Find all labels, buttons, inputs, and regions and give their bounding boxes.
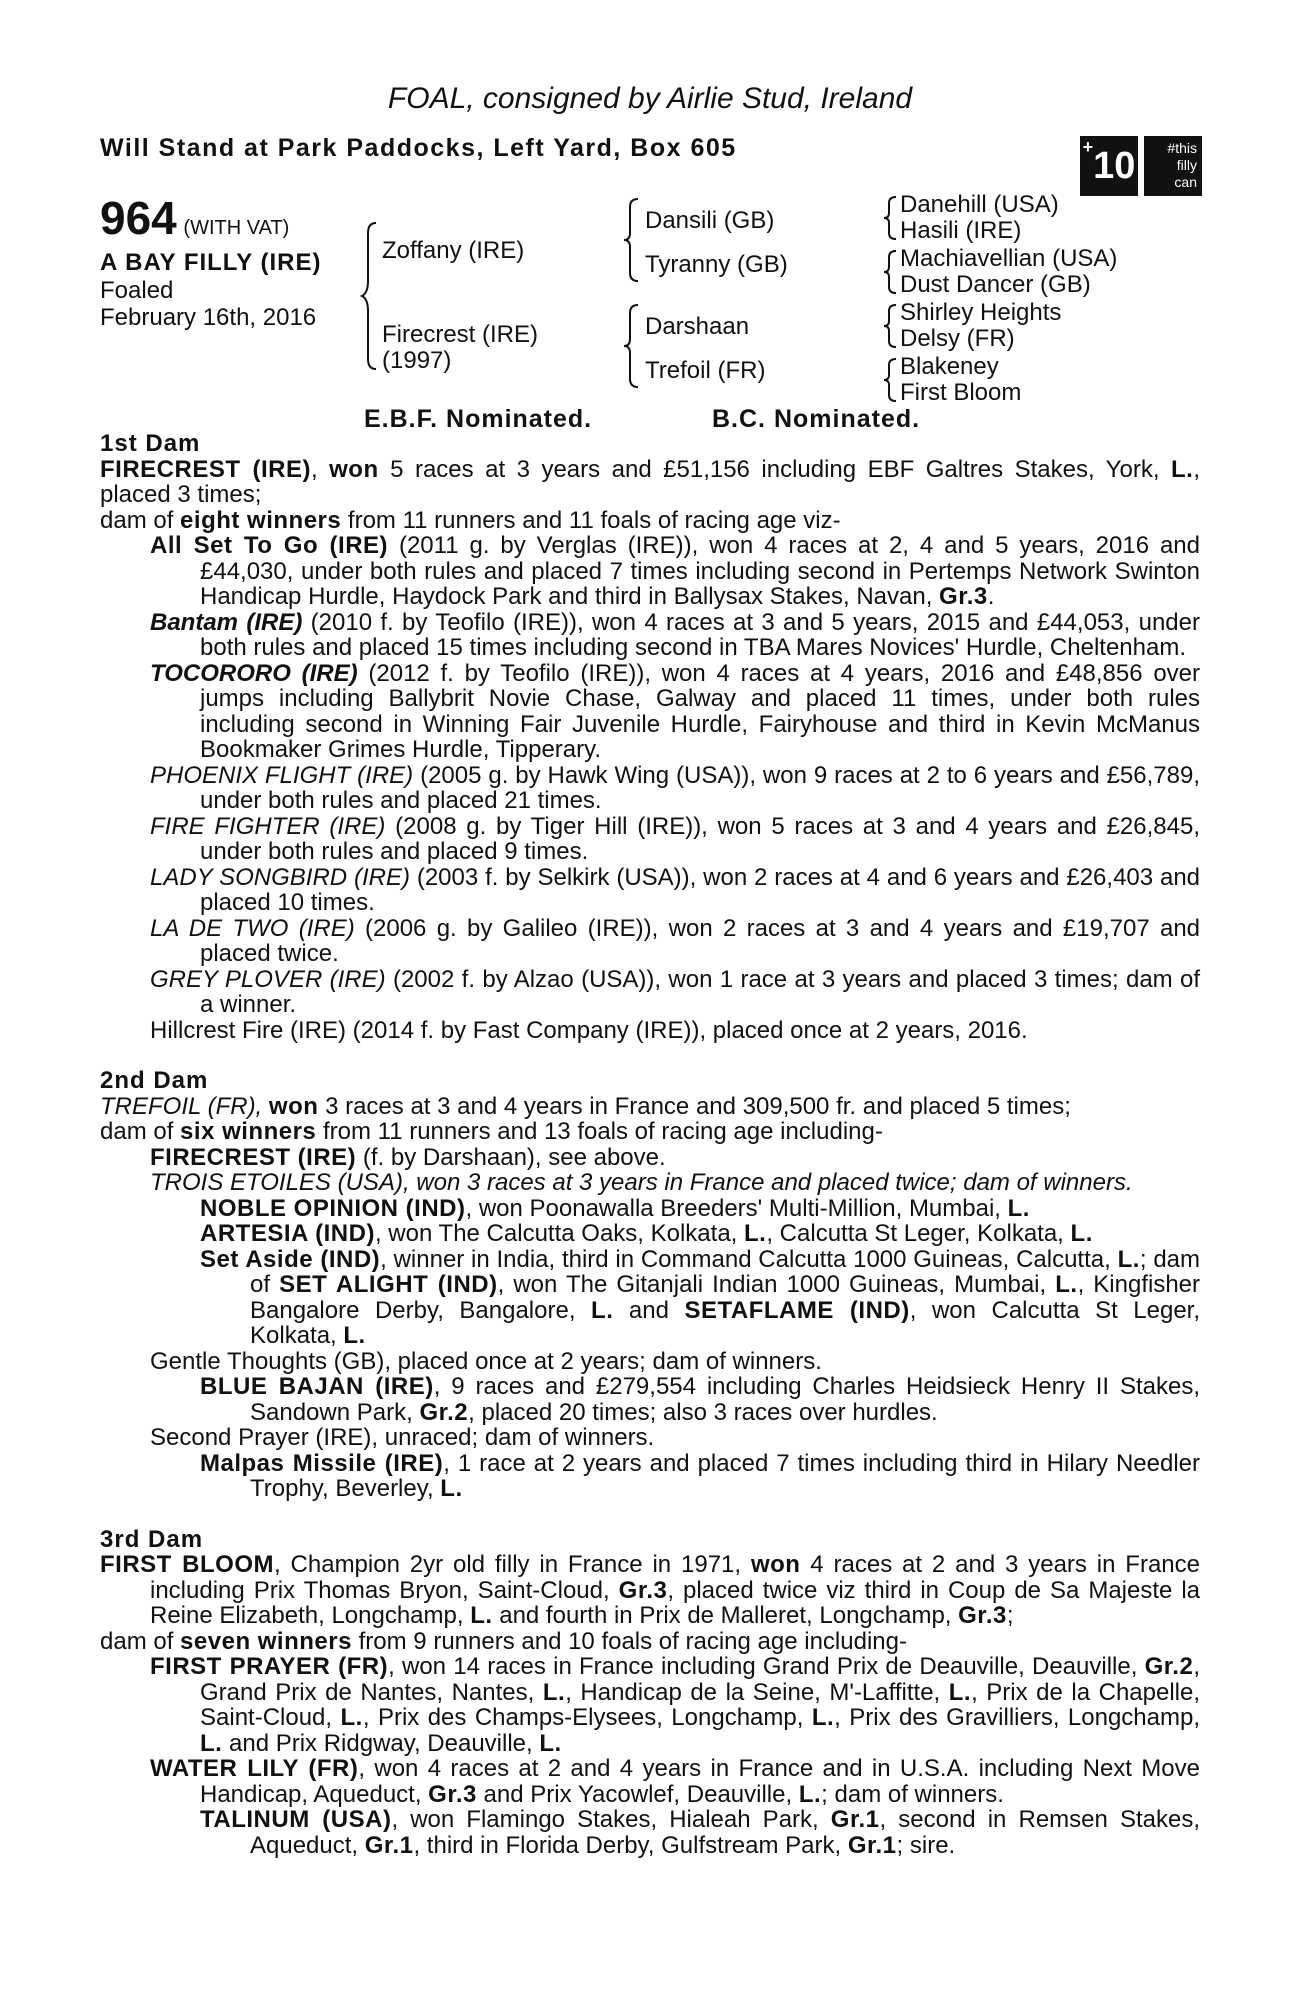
produce-entry: FIRECREST (IRE) (f. by Darshaan), see above. xyxy=(150,1143,666,1171)
bc-nominated: B.C. Nominated. xyxy=(712,405,921,433)
produce-entry: GREY PLOVER (IRE) (2002 f. by Alzao (USA)), won 1 race at 3 years and placed 3 times; dam of a winner. xyxy=(150,965,1201,1018)
grand-produce-entry: TALINUM (USA), won Flamingo Stakes, Hialeah Park, Gr.1, second in Remsen Stakes, Aqueduct, Gr.1, third in Florida Derby, Gulfstream Park, Gr.1; sire. xyxy=(200,1806,1200,1859)
grand-produce-entry: Set Aside (IND), winner in India, third in Command Calcutta 1000 Guineas, Calcutta, L.; dam of SET ALIGHT (IND), won The Gitanjali Indian 1000 Guineas, Mumbai, L., Kingfisher Bangalore Derby, Bangalore, L. and SETAFLAME (IND), won Calcutta St Leger, Kolkata, L. xyxy=(200,1245,1201,1349)
third-dam-produce-summary: dam of seven winners from 9 runners and 10 foals of racing age including- xyxy=(100,1627,907,1655)
catalogue-page xyxy=(100,82,1200,1858)
produce-entry: LA DE TWO (IRE) (2006 g. by Galileo (IRE)), won 2 races at 3 and 4 years and £19,707 and placed twice. xyxy=(150,914,1201,967)
grand-produce-entry: NOBLE OPINION (IND), won Poonawalla Breeders' Multi-Million, Mumbai, L. xyxy=(200,1194,1030,1222)
dam-dam: Trefoil (FR) xyxy=(645,357,766,384)
produce-entry: FIRST PRAYER (FR), won 14 races in France including Grand Prix de Deauville, Deauville, Gr.2, Grand Prix de Nantes, Nantes, L., Handicap de la Seine, M'-Laffitte, L., Prix de la Chapelle, Saint-Cloud, L., Prix des Champs-Elysees, Longchamp, L., Prix des Gravilliers, Longchamp, L. and Prix Ridgway, Deauville, L. xyxy=(150,1653,1201,1757)
brace-ds xyxy=(882,303,898,349)
grand-produce-entry: Malpas Missile (IRE), 1 race at 2 years and placed 7 times including third in Hilary Needler Trophy, Beverley, L. xyxy=(200,1449,1200,1502)
dam-sire: Darshaan xyxy=(645,313,750,340)
lot-name: A BAY FILLY (IRE) xyxy=(100,249,322,276)
third-dam-intro: FIRST BLOOM, Champion 2yr old filly in France in 1971, won 4 races at 2 and 3 years in France including Prix Thomas Bryon, Saint-Cloud, Gr.3, placed twice viz third in Coup de Sa Majeste la Reine Elizabeth, Longchamp, L. and fourth in Prix de Malleret, Longchamp, Gr.3; xyxy=(100,1551,1201,1629)
sire-sire: Dansili (GB) xyxy=(645,207,775,234)
produce-entry: TROIS ETOILES (USA), won 3 races at 3 years in France and placed twice; dam of winners. xyxy=(150,1169,1133,1196)
ebf-nominated: E.B.F. Nominated. xyxy=(364,405,593,433)
produce-entry: Second Prayer (IRE), unraced; dam of winners. xyxy=(150,1424,655,1451)
grand-produce-entry: BLUE BAJAN (IRE), 9 races and £279,554 including Charles Heidsieck Henry II Stakes, Sandown Park, Gr.2, placed 20 times; also 3 races over hurdles. xyxy=(200,1373,1200,1426)
produce-entry: LADY SONGBIRD (IRE) (2003 f. by Selkirk (USA)), won 2 races at 4 and 6 years and £26,403 and placed 10 times. xyxy=(150,863,1201,916)
sire-dam-dam: Dust Dancer (GB) xyxy=(900,271,1091,298)
produce-entry: Hillcrest Fire (IRE) (2014 f. by Fast Company (IRE)), placed once at 2 years, 2016. xyxy=(150,1016,1028,1044)
vat-note: (WITH VAT) xyxy=(183,217,290,239)
first-dam-heading: 1st Dam xyxy=(100,430,201,457)
produce-entry: PHOENIX FLIGHT (IRE) (2005 g. by Hawk Wing (USA)), won 9 races at 2 to 6 years and £56,789, under both rules and placed 21 times. xyxy=(150,761,1201,814)
sire-dam-brace xyxy=(360,221,380,371)
second-dam-produce-summary: dam of six winners from 11 runners and 13 foals of racing age including- xyxy=(100,1118,883,1145)
second-dam-intro: TREFOIL (FR), won 3 races at 3 and 4 years in France and 309,500 fr. and placed 5 times; xyxy=(100,1092,1071,1120)
dam: Firecrest (IRE) xyxy=(382,321,538,348)
dam-year: (1997) xyxy=(382,347,452,374)
grand-produce-entry: ARTESIA (IND), won The Calcutta Oaks, Kolkata, L., Calcutta St Leger, Kolkata, L. xyxy=(200,1220,1093,1247)
lot-number-line xyxy=(100,191,289,245)
brace-dd xyxy=(882,357,898,403)
dam-dam-dam: First Bloom xyxy=(900,379,1022,406)
third-dam-heading: 3rd Dam xyxy=(100,1525,204,1553)
dam-sire-dam: Delsy (FR) xyxy=(900,325,1015,352)
dam-dam-sire: Blakeney xyxy=(900,353,999,380)
sire-parents-brace xyxy=(622,197,642,283)
pedigree-table xyxy=(100,191,1200,431)
logo-group xyxy=(1080,136,1202,196)
brace-sd xyxy=(882,249,898,295)
lot-number: 964 xyxy=(100,192,177,244)
brace-ss xyxy=(882,195,898,241)
second-dam-heading: 2nd Dam xyxy=(100,1067,209,1094)
stable-location: Will Stand at Park Paddocks, Left Yard, Box 605 xyxy=(100,134,737,162)
first-dam-produce-summary: dam of eight winners from 11 runners and 11 foals of racing age viz- xyxy=(100,506,841,534)
produce-entry: TOCORORO (IRE) (2012 f. by Teofilo (IRE)), won 4 races at 4 years, 2016 and £48,856 over jumps including Ballybrit Novie Chase, Galway and placed 11 times, under both rules including second in Winning Fair Juvenile Hurdle, Fairyhouse and third in Kevin McManus Bookmaker Grimes Hurdle, Tipperary. xyxy=(150,659,1200,763)
plus-ten-logo: +10 xyxy=(1080,136,1138,196)
sire-sire-sire: Danehill (USA) xyxy=(900,191,1059,218)
produce-entry: WATER LILY (FR), won 4 races at 2 and 4 years in France and in U.S.A. including Next Move Handicap, Aqueduct, Gr.3 and Prix Yacowlef, Deauville, L.; dam of winners. xyxy=(150,1755,1200,1808)
sire-dam: Tyranny (GB) xyxy=(645,251,788,278)
produce-entry: Gentle Thoughts (GB), placed once at 2 years; dam of winners. xyxy=(150,1347,822,1375)
this-filly-can-logo: #this filly can xyxy=(1144,136,1202,196)
dam-details xyxy=(100,431,1200,1858)
sire: Zoffany (IRE) xyxy=(382,237,525,264)
sire-sire-dam: Hasili (IRE) xyxy=(900,217,1022,244)
sire-dam-sire: Machiavellian (USA) xyxy=(900,245,1118,272)
first-dam-intro: FIRECREST (IRE), won 5 races at 3 years and £51,156 including EBF Galtres Stakes, York, L., placed 3 times; xyxy=(100,455,1200,508)
foaled-date: February 16th, 2016 xyxy=(100,304,317,331)
produce-entry: Bantam (IRE) (2010 f. by Teofilo (IRE)), won 4 races at 3 and 5 years, 2015 and £44,053, under both rules and placed 15 times including second in TBA Mares Novices' Hurdle, Cheltenham. xyxy=(150,608,1200,661)
produce-entry: FIRE FIGHTER (IRE) (2008 g. by Tiger Hill (IRE)), won 5 races at 3 and 4 years and £26,845, under both rules and placed 9 times. xyxy=(150,812,1201,865)
consignor-line: FOAL, consigned by Airlie Stud, Ireland xyxy=(387,82,913,115)
foaled-label: Foaled xyxy=(100,277,174,304)
dam-parents-brace xyxy=(622,303,642,389)
dam-sire-sire: Shirley Heights xyxy=(900,299,1062,326)
produce-entry: All Set To Go (IRE) (2011 g. by Verglas (IRE)), won 4 races at 2, 4 and 5 years, 2016 and £44,030, under both rules and placed 7 times including second in Pertemps Network Swinton Handicap Hurdle, Haydock Park and third in Ballysax Stakes, Navan, Gr.3. xyxy=(150,532,1201,610)
